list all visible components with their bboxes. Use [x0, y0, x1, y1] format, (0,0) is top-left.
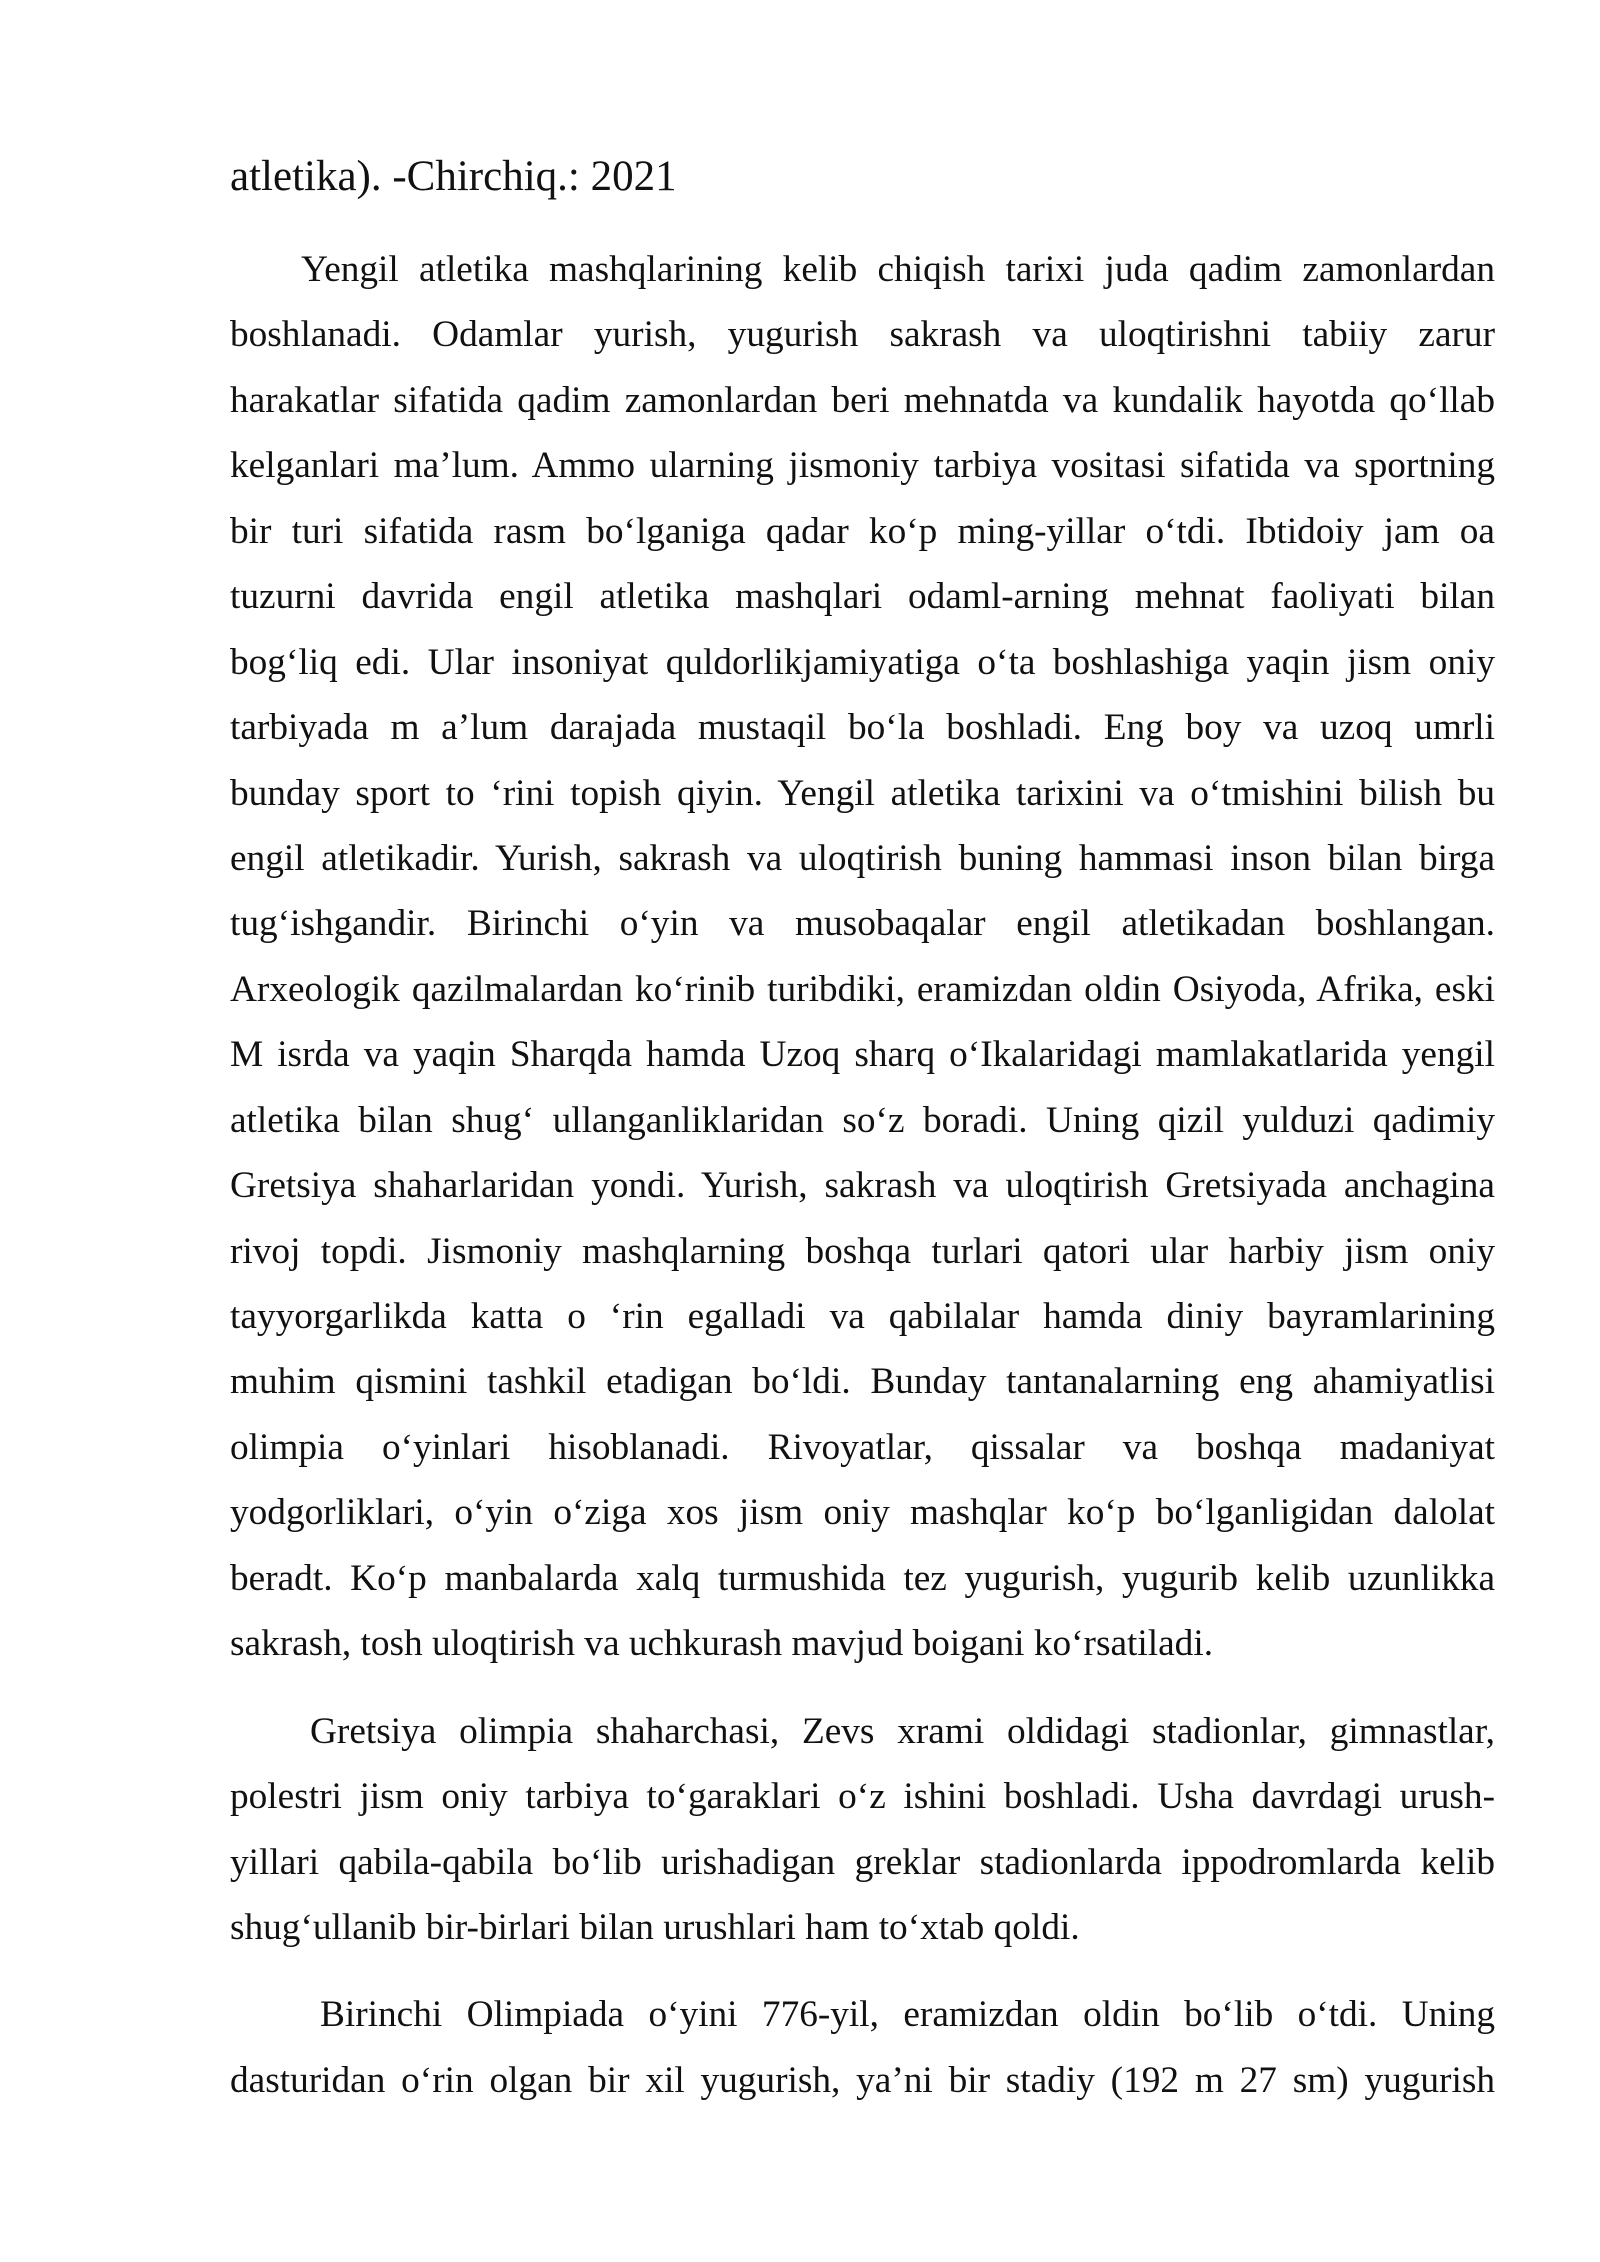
- text-line: bunday sport to ‘rini topish qiyin. Yengil atletika tarixini va o‘tmishini bilish bu: [230, 772, 1495, 814]
- text-line: boshlanadi. Odamlar yurish, yugurish sakrash va uloqtirishni tabiiy zarur: [230, 314, 1495, 356]
- text-line: sakrash, tosh uloqtirish va uchkurash mavjud boigani ko‘rsatiladi.: [230, 1623, 1214, 1665]
- text-line: bir turi sifatida rasm bo‘lganiga qadar ko‘p ming-yillar o‘tdi. Ibtidoiy jam oa: [230, 510, 1495, 552]
- text-line: Yengil atletika mashqlarining kelib chiqish tarixi juda qadim zamonlardan: [301, 249, 1495, 290]
- text-line: yillari qabila-qabila bo‘lib urishadigan greklar stadionlarda ippodromlarda kelib: [230, 1841, 1495, 1883]
- text-line: bog‘liq edi. Ular insoniyat quldorlikjamiyatiga o‘ta boshlashiga yaqin jism oniy: [230, 641, 1495, 683]
- text-line: Birinchi Olimpiada o‘yini 776-yil, eramizdan oldin bo‘lib o‘tdi. Uning: [320, 1994, 1495, 2036]
- text-line: tuzurni davrida engil atletika mashqlari odaml-arning mehnat faoliyati bilan: [230, 576, 1495, 618]
- text-line: rivoj topdi. Jismoniy mashqlarning boshqa turlari qatori ular harbiy jism oniy: [230, 1230, 1495, 1272]
- text-line: polestri jism oniy tarbiya to‘garaklari o‘z ishini boshladi. Usha davrdagi urush-: [230, 1776, 1495, 1818]
- text-line: Gretsiya olimpia shaharchasi, Zevs xrami oldidagi stadionlar, gimnastlar,: [310, 1710, 1495, 1752]
- text-line: tayyorgarlikda katta o ‘rin egalladi va qabilalar hamda diniy bayramlarining: [230, 1296, 1495, 1337]
- paragraph-3: [230, 1982, 1495, 2113]
- text-line: Arxeologik qazilmalardan ko‘rinib turibdiki, eramizdan oldin Osiyoda, Afrika, eski: [230, 968, 1495, 1010]
- text-line: Gretsiya shaharlaridan yondi. Yurish, sakrash va uloqtirish Gretsiyada anchagina: [230, 1165, 1495, 1207]
- text-line: engil atletikadir. Yurish, sakrash va uloqtirish buning hammasi inson bilan birga: [230, 837, 1495, 879]
- text-line: dasturidan o‘rin olgan bir xil yugurish, ya’ni bir stadiy (192 m 27 sm) yugurish: [230, 2059, 1495, 2101]
- paragraph-1: [230, 237, 1495, 1677]
- reference-continuation: atletika). -Chirchiq.: 2021: [230, 153, 677, 200]
- text-line: kelganlari ma’lum. Ammo ularning jismoniy tarbiya vositasi sifatida va sportning: [230, 445, 1495, 487]
- text-line: yodgorliklari, o‘yin o‘ziga xos jism oniy mashqlar ko‘p bo‘lganligidan dalolat: [230, 1492, 1495, 1534]
- text-line: muhim qismini tashkil etadigan bo‘ldi. Bunday tantanalarning eng ahamiyatlisi: [230, 1361, 1495, 1403]
- text-line: harakatlar sifatida qadim zamonlardan beri mehnatda va kundalik hayotda qo‘llab: [230, 379, 1495, 421]
- text-line: shug‘ullanib bir-birlari bilan urushlari ham to‘xtab qoldi.: [230, 1906, 1080, 1948]
- text-line: beradt. Ko‘p manbalarda xalq turmushida tez yugurish, yugurib kelib uzunlikka: [230, 1557, 1495, 1599]
- text-line: olimpia o‘yinlari hisoblanadi. Rivoyatlar, qissalar va boshqa madaniyat: [230, 1426, 1495, 1468]
- text-line: M isrda va yaqin Sharqda hamda Uzoq sharq o‘Ikalaridagi mamlakatlarida yengil: [230, 1034, 1495, 1076]
- text-line: tug‘ishgandir. Birinchi o‘yin va musobaqalar engil atletikadan boshlangan.: [230, 903, 1495, 945]
- text-line: atletika bilan shug‘ ullanganliklaridan so‘z boradi. Uning qizil yulduzi qadimiy: [230, 1099, 1495, 1141]
- text-line: tarbiyada m a’lum darajada mustaqil bo‘la boshladi. Eng boy va uzoq umrli: [230, 707, 1495, 749]
- paragraph-2: [230, 1699, 1495, 1961]
- document-body: [230, 151, 1495, 2135]
